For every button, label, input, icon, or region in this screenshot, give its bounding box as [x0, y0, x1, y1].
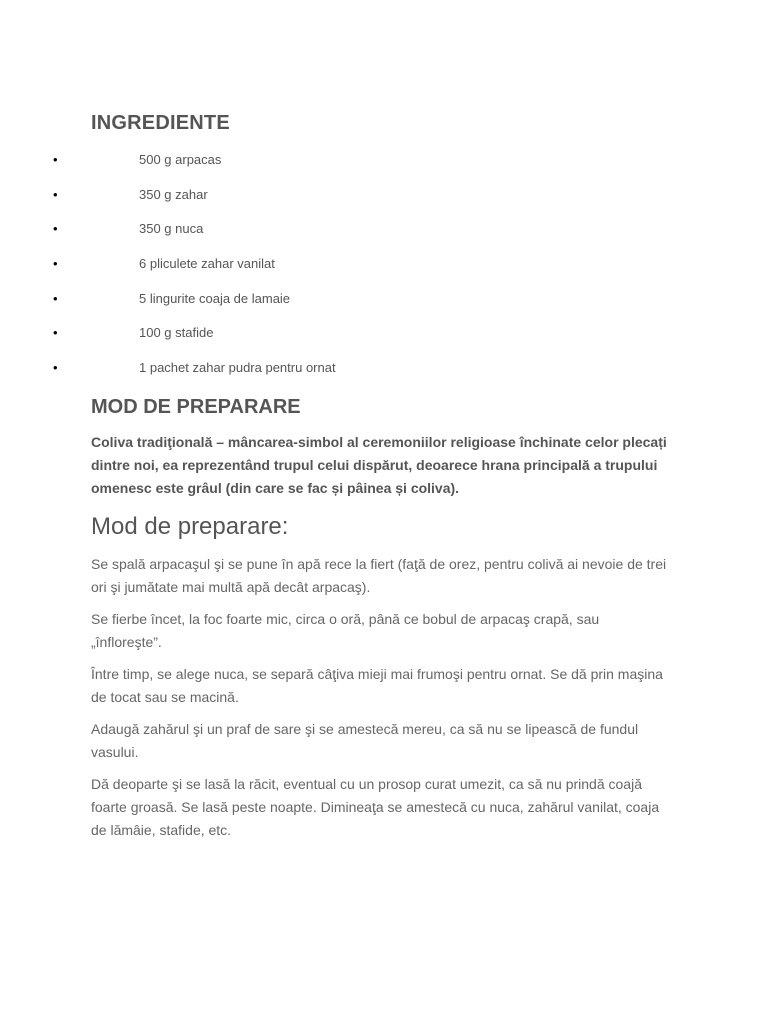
ingredient-text: 6 pliculete zahar vanilat [139, 256, 275, 272]
ingredients-heading: INGREDIENTE [91, 112, 230, 134]
bullet-icon: • [53, 186, 58, 202]
ingredient-item [0, 291, 768, 326]
ingredient-item [0, 360, 768, 395]
preparation-heading: MOD DE PREPARARE [91, 396, 301, 418]
ingredient-item [0, 221, 768, 256]
preparation-steps [91, 553, 671, 851]
ingredient-item [0, 325, 768, 360]
ingredient-text: 350 g zahar [139, 186, 208, 202]
step-paragraph: Se fierbe încet, la foc foarte mic, circa o oră, până ce bobul de arpacaş crapă, sau „înfloreşte”. [91, 611, 600, 650]
step-paragraph: Adaugă zahărul şi un praf de sare şi se amestecă mereu, ca să nu se lipească de fundul vasului. [91, 721, 639, 760]
bullet-icon: • [53, 221, 58, 237]
bullet-icon: • [53, 256, 58, 272]
step-paragraph: Între timp, se alege nuca, se separă câţiva mieji mai frumoşi pentru ornat. Se dă prin maşina de tocat sau se macină. [91, 666, 663, 705]
ingredient-item [0, 256, 768, 291]
ingredient-text: 5 lingurite coaja de lamaie [139, 290, 291, 306]
ingredient-text: 100 g stafide [139, 325, 214, 341]
ingredient-item [0, 187, 768, 222]
ingredients-list [0, 152, 768, 395]
ingredient-text: 350 g nuca [139, 221, 204, 237]
step-paragraph: Dă deoparte şi se lasă la răcit, eventual cu un prosop curat umezit, ca să nu prindă coajă foarte groasă. Se lasă peste noapte. Dimineaţa se amestecă cu nuca, zahărul vanilat, coaja de lămâie, stafide, etc. [91, 776, 660, 838]
intro-paragraph: Coliva tradiţională – mâncarea-simbol al ceremoniilor religioase închinate celor plecați dintre noi, ea reprezentând trupul celui dispărut, deoarece hrana principală a trupului omenesc este grâul (din care se fac și pâinea și coliva). [91, 434, 667, 496]
bullet-icon: • [53, 325, 58, 341]
ingredient-text: 500 g arpacas [139, 152, 222, 167]
ingredient-text: 1 pachet zahar pudra pentru ornat [139, 360, 336, 376]
bullet-icon: • [53, 360, 58, 376]
bullet-icon: • [53, 152, 58, 167]
preparation-subheading: Mod de preparare: [91, 513, 289, 540]
ingredient-item [0, 152, 768, 187]
bullet-icon: • [53, 290, 58, 306]
step-paragraph: Se spală arpacaşul şi se pune în apă rece la fiert (faţă de orez, pentru colivă ai nevoie de trei ori şi jumătate mai multă apă decât arpacaş). [91, 556, 667, 595]
